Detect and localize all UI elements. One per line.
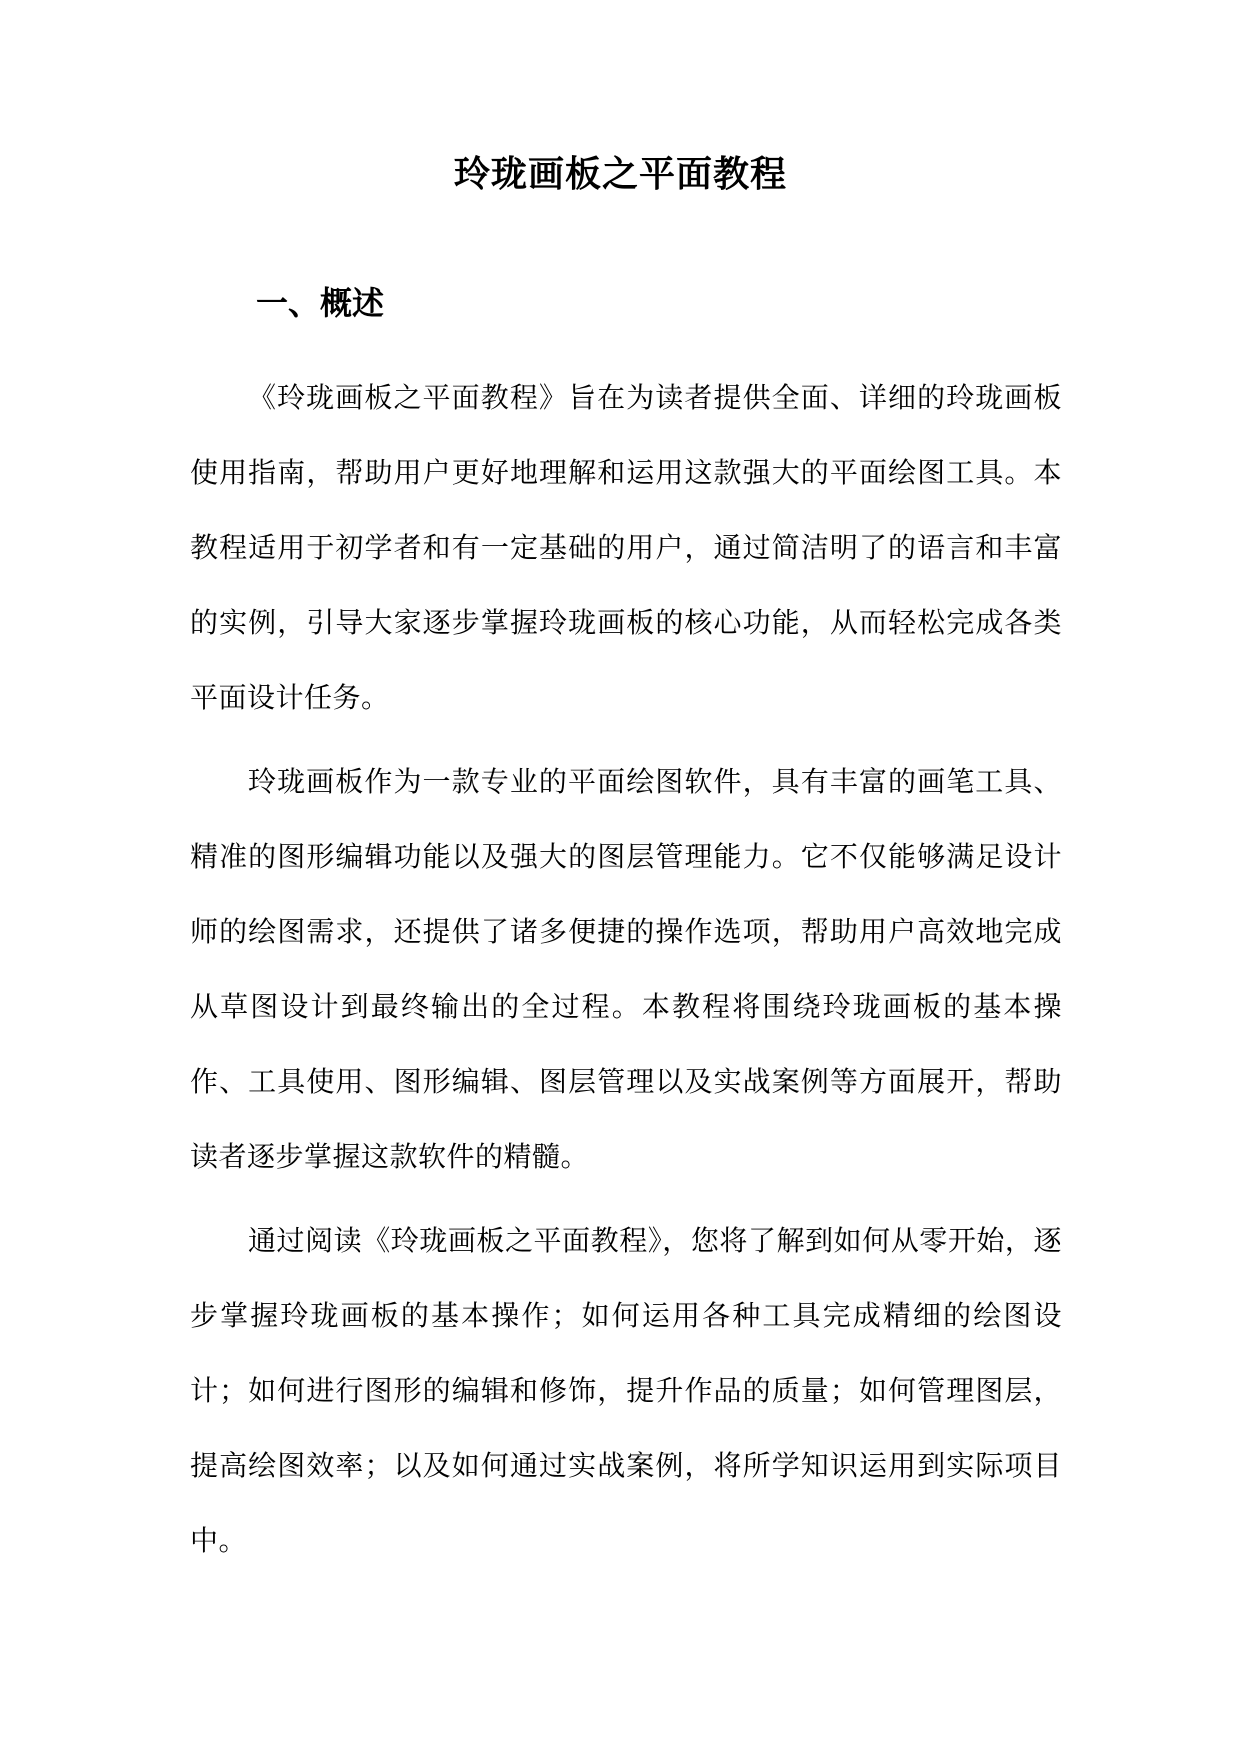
paragraph-3: 通过阅读《玲珑画板之平面教程》，您将了解到如何从零开始，逐步掌握玲珑画板的基本操作；如何运用各种工具完成精细的绘图设计；如何进行图形的编辑和修饰，提升作品的质量；如何管理图层，提高绘图效率；以及如何通过实战案例，将所学知识运用到实际项目中。 — [190, 1224, 1062, 1557]
document-title: 玲珑画板之平面教程 — [453, 153, 787, 195]
section-body — [190, 360, 1062, 1587]
paragraph-2: 玲珑画板作为一款专业的平面绘图软件，具有丰富的画笔工具、精准的图形编辑功能以及强大的图层管理能力。它不仅能够满足设计师的绘图需求，还提供了诸多便捷的操作选项，帮助用户高效地完成从草图设计到最终输出的全过程。本教程将围绕玲珑画板的基本操作、工具使用、图形编辑、图层管理以及实战案例等方面展开，帮助读者逐步掌握这款软件的精髓。 — [190, 765, 1062, 1173]
section-heading: 一、概述 — [256, 284, 385, 322]
paragraph-1: 《玲珑画板之平面教程》旨在为读者提供全面、详细的玲珑画板使用指南，帮助用户更好地理解和运用这款强大的平面绘图工具。本教程适用于初学者和有一定基础的用户，通过简洁明了的语言和丰富的实例，引导大家逐步掌握玲珑画板的核心功能，从而轻松完成各类平面设计任务。 — [190, 381, 1062, 714]
